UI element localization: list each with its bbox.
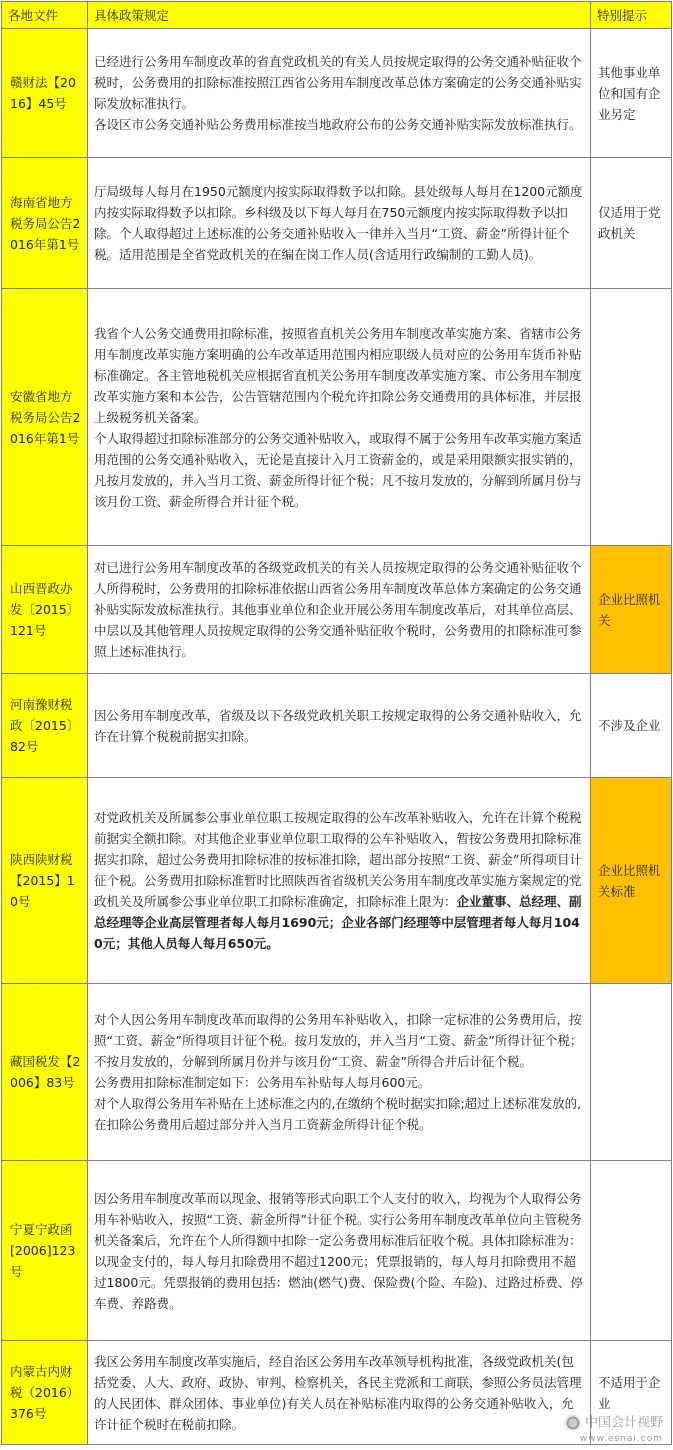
policy-cell [88, 984, 591, 1161]
policy-paragraph: 已经进行公务用车制度改革的省直党政机关的有关人员按规定取得的公务交通补贴征收个税时，公务费用的扣除标准按照江西省公务用车制度改革总体方案确定的公务交通补贴实际发放标准执行。 [94, 54, 582, 111]
policy-cell [88, 1161, 591, 1341]
header-policy: 具体政策规定 [88, 2, 591, 29]
table-row [2, 158, 672, 289]
policy-cell [88, 29, 591, 158]
policy-paragraph: 对已进行公务用车制度改革的各级党政机关的有关人员按规定取得的公务交通补贴征收个人所得税时，公务费用的扣除标准依据山西省公务用车制度改革总体方案确定的公务交通补贴实际发放标准执行。其他事业单位和企业开展公务用车制度改革后，对其单位高层、中层以及其他管理人员按规定取得的公务交通补贴征收个税时，公务费用的扣除标准可参照上述标准执行。 [94, 560, 582, 659]
policy-cell [88, 546, 591, 674]
doc-cell: 山西晋政办发〔2015〕121号 [2, 546, 88, 674]
table-row [2, 1161, 672, 1341]
policy-text: 对党政机关及所属参公事业单位职工按规定取得的公车改革补贴收入，允许在计算个税税前据实全额扣除。对其他企业事业单位职工取得的公车补贴收入，暂按公务费用扣除标准据实扣除，超过公务费用扣除标准的按标准扣除，超出部分按照“工资、薪金”所得项目计征个税。公务费用扣除标准暂时比照陕西省省级机关公务用车制度改革实施方案规定的党政机关及所属参公事业单位职工扣除标准确定，扣除标准上限为： [94, 810, 582, 909]
header-doc: 各地文件 [2, 2, 88, 29]
note-cell: 不适用于企业 [591, 1341, 672, 1445]
note-cell: 其他事业单位和国有企业另定 [591, 29, 672, 158]
table-row [2, 546, 672, 674]
note-cell [591, 984, 672, 1161]
policy-paragraph: 我区公务用车制度改革实施后，经自治区公务用车改革领导机构批准，各级党政机关(包括党委、人大、政府、政协、审判、检察机关，各民主党派和工商联，参照公务员法管理的人民团体、群众团体、事业单位)有关人员在补贴标准内取得的公务交通补贴收入，允许计征个税时在税前扣除。 [94, 1353, 582, 1432]
doc-cell: 海南省地方税务局公告2016年第1号 [2, 158, 88, 289]
doc-cell: 宁夏宁政函[2006]123号 [2, 1161, 88, 1341]
policy-paragraph: 各设区市公务交通补贴公务费用标准按当地政府公布的公务交通补贴实际发放标准执行。 [94, 117, 582, 132]
doc-cell: 内蒙古内财税（2016）376号 [2, 1341, 88, 1445]
doc-cell: 藏国税发【2006】83号 [2, 984, 88, 1161]
policy-paragraph [94, 807, 584, 954]
policy-cell [88, 158, 591, 289]
table-row [2, 29, 672, 158]
policy-bold-text: 企业董事、总经理、副总经理等企业高层管理者每人每月1690元；企业各部门经理等中层管理者每人每月1040元；其他人员每人每月650元。 [94, 894, 582, 951]
policy-cell [88, 1341, 591, 1445]
policy-paragraph: 对个人因公务用车制度改革而取得的公务用车补贴收入，扣除一定标准的公务费用后，按照“工资、薪金”所得项目计征个税。按月发放的，并入当月“工资、薪金”所得计征个税；不按月发放的，分解到所属月份并与该月份“工资、薪金”所得合并后计征个税。 [94, 1012, 583, 1069]
policy-paragraph: 对个人取得公务用车补贴在上述标准之内的,在缴纳个税时据实扣除;超过上述标准发放的,在扣除公务费用后超过部分并入当月工资薪金所得计征个税。 [94, 1096, 582, 1132]
doc-cell: 陕西陕财税【2015】10号 [2, 778, 88, 984]
header-row [2, 2, 672, 29]
policy-cell [88, 674, 591, 778]
table-row [2, 778, 672, 984]
policy-cell [88, 778, 591, 984]
policy-paragraph: 我省个人公务交通费用扣除标准，按照省直机关公务用车制度改革实施方案、省辖市公务用车制度改革实施方案明确的公车改革适用范围内相应职级人员对应的公务用车货币补贴标准确定。各主管地税机关应根据省直机关公务用车制度改革实施方案、市公务用车制度改革实施方案和本公告，公告管辖范围内个税允许扣除公务交通费用的具体标准，并层报上级税务机关备案。 [94, 325, 582, 425]
watermark-name: 中国会计视野 [584, 1415, 663, 1431]
table-row [2, 289, 672, 546]
policy-paragraph: 个人取得超过扣除标准部分的公务交通补贴收入，或取得不属于公务用车改革实施方案适用范围的公务交通补贴收入，无论是直接计入月工资薪金的，或是采用限额实报实销的，凡按月发放的，并入当月工资、薪金所得计征个税；凡不按月发放的，分解到所属月份与该月份工资、薪金所得合并计征个税。 [94, 430, 582, 509]
table-row [2, 984, 672, 1161]
policy-paragraph: 厅局级每人每月在1950元额度内按实际取得数予以扣除。县处级每人每月在1200元额度内按实际取得数予以扣除。乡科级及以下每人每月在750元额度内按实际取得数予以扣除。个人取得超过上述标准的公务交通补贴收入一律并入当月“工资、薪金”所得计征个税。适用范围是全省党政机关的在编在岗工作人员(含适用行政编制的工勤人员)。 [94, 184, 583, 262]
doc-cell: 赣财法【2016】45号 [2, 29, 88, 158]
note-cell: 不涉及企业 [591, 674, 672, 778]
header-note: 特别提示 [591, 2, 672, 29]
note-cell [591, 1161, 672, 1341]
policy-paragraph: 公务费用扣除标准制定如下：公务用车补贴每人每月600元。 [94, 1075, 431, 1090]
table-row [2, 674, 672, 778]
note-cell [591, 289, 672, 546]
watermark [564, 1414, 663, 1446]
note-cell: 企业比照机关 [591, 546, 672, 674]
policy-paragraph: 因公务用车制度改革，省级及以下各级党政机关职工按规定取得的公务交通补贴收入，允许在计算个税税前据实扣除。 [94, 707, 582, 744]
doc-cell: 安徽省地方税务局公告2016年第1号 [2, 289, 88, 546]
watermark-site: www.esnai.com [579, 1434, 663, 1444]
watermark-logo-icon [564, 1414, 582, 1432]
policy-table [1, 1, 672, 1445]
policy-cell [88, 289, 591, 546]
note-cell: 仅适用于党政机关 [591, 158, 672, 289]
doc-cell: 河南豫财税政〔2015〕82号 [2, 674, 88, 778]
policy-paragraph: 因公务用车制度改革而以现金、报销等形式向职工个人支付的收入，均视为个人取得公务用车补贴收入，按照“工资、薪金所得”计征个税。实行公务用车制度改革单位向主管税务机关备案后，允许在个人所得额中扣除一定公务费用标准后征收个税。具体扣除标准为：以现金支付的，每人每月扣除费用不超过1200元；凭票报销的，每人每月扣除费用不超过1800元。凭票报销的费用包括：燃油(燃气)费、保险费(个险、车险)、过路过桥费、停车费、养路费。 [94, 1190, 583, 1311]
note-cell: 企业比照机关标准 [591, 778, 672, 984]
